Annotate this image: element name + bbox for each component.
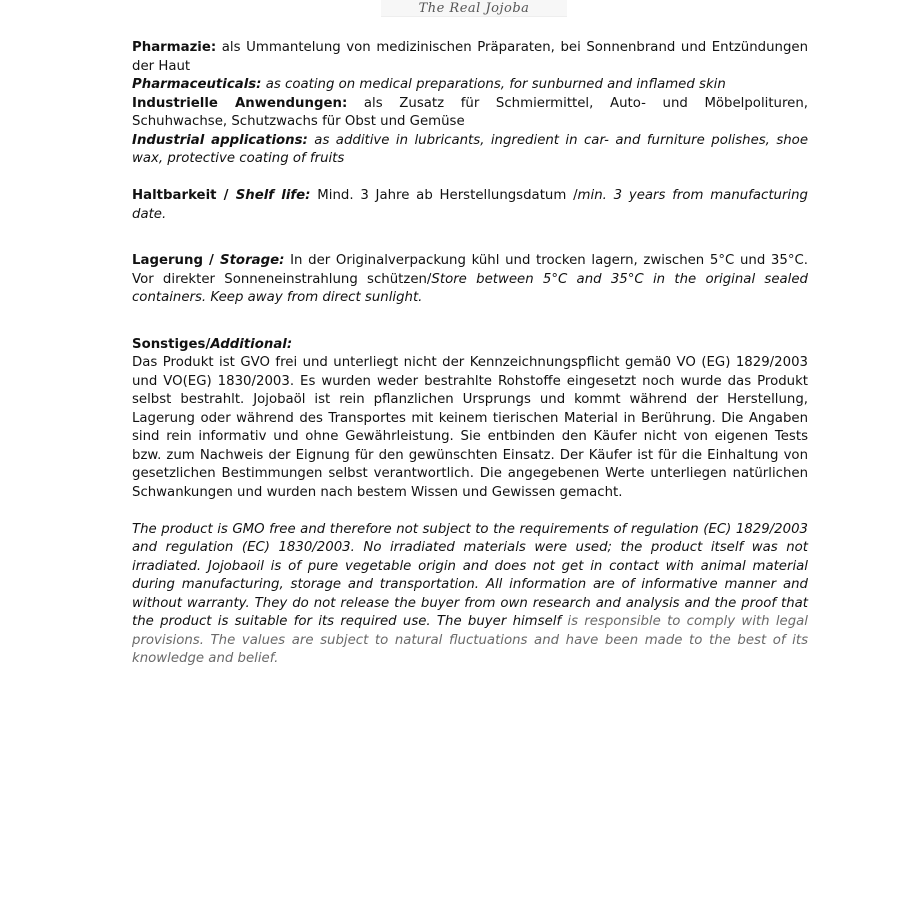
document-body	[132, 39, 808, 669]
storage-en-text: Store between 5°C and 35°C in the original sealed containers. Keep away from direct sunlight.	[132, 271, 808, 305]
industrial-en-label: Industrial applications:	[132, 132, 308, 148]
brand-logo-text: The Real Jojoba	[418, 1, 530, 16]
pharma-de-paragraph	[132, 39, 808, 76]
additional-label-en: Additional:	[210, 336, 293, 352]
shelf-life-paragraph	[132, 187, 808, 224]
additional-en-text: The product is GMO free and therefore not subject to the requirements of regulation (EC) 1829/2003 and regulation (EC) 1830/2003. No irradiated materials were used; the product itself was not irradiated. Jojobaoil is of pure vegetable origin and does not get in contact with animal material during manufacturing, storage and transportation. All information are of informative manner and without warranty. They do not release the buyer from own research and analysis and the proof that the product is suitable for its required use. The buyer himself	[132, 521, 808, 629]
pharma-en-label: Pharmaceuticals:	[132, 77, 262, 92]
storage-label-de: Lagerung /	[132, 253, 220, 268]
shelf-life-en-text: min. 3 years from manufacturing date.	[132, 188, 808, 222]
shelf-life-label-en: Shelf life:	[235, 188, 311, 203]
shelf-life-label-de: Haltbarkeit /	[132, 188, 236, 203]
storage-paragraph	[132, 252, 808, 308]
industrial-de-paragraph	[132, 95, 808, 132]
pharma-en-text: as coating on medical preparations, for sunburned and inflamed skin	[261, 77, 726, 92]
industrial-en-paragraph	[132, 132, 808, 169]
additional-en-paragraph	[132, 521, 808, 669]
storage-label-en: Storage:	[220, 253, 285, 268]
industrial-de-label: Industrielle Anwendungen:	[132, 95, 348, 111]
additional-en-text-grey: is responsible to comply with legal provisions. The values are subject to natural fluctuations and have been made to the best of its knowledge and belief.	[132, 614, 808, 666]
brand-logo	[381, 0, 567, 17]
pharma-en-paragraph	[132, 76, 808, 95]
industrial-en-text: as additive in lubricants, ingredient in car- and furniture polishes, shoe wax, protective coating of fruits	[132, 132, 808, 166]
shelf-life-de-text: Mind. 3 Jahre ab Herstellungsdatum /	[310, 188, 578, 203]
pharma-de-label: Pharmazie:	[132, 40, 217, 55]
industrial-de-text: als Zusatz für Schmiermittel, Auto- und Möbelpolituren, Schuhwachse, Schutzwachs für Obst und Gemüse	[132, 95, 808, 129]
pharma-de-text: als Ummantelung von medizinischen Präparaten, bei Sonnenbrand und Entzündungen der Haut	[132, 40, 808, 74]
additional-heading	[132, 336, 808, 355]
additional-de-paragraph: Das Produkt ist GVO frei und unterliegt nicht der Kennzeichnungspflicht gemä0 VO (EG) 1829/2003 und VO(EG) 1830/2003. Es wurden weder bestrahlte Rohstoffe eingesetzt noch wurde das Produkt selbst bestrahlt. Jojobaöl ist rein pflanzlichen Ursprungs und kommt während der Herstellung, Lagerung oder während des Transportes mit keinem tierischen Material in Berührung. Die Angaben sind rein informativ und ohne Gewährleistung. Sie entbinden den Käufer nicht von eigenen Tests bzw. zum Nachweis der Eignung für den gewünschten Einsatz. Der Käufer ist für die Einhaltung von gesetzlichen Bestimmungen selbst verantwortlich. Die angegebenen Werte unterliegen natürlichen Schwankungen und wurden nach bestem Wissen und Gewissen gemacht.	[132, 355, 808, 500]
storage-de-text: In der Originalverpackung kühl und trocken lagern, zwischen 5°C und 35°C. Vor direkter Sonneneinstrahlung schützen/	[132, 253, 809, 287]
additional-label-de: Sonstiges/	[132, 336, 211, 352]
